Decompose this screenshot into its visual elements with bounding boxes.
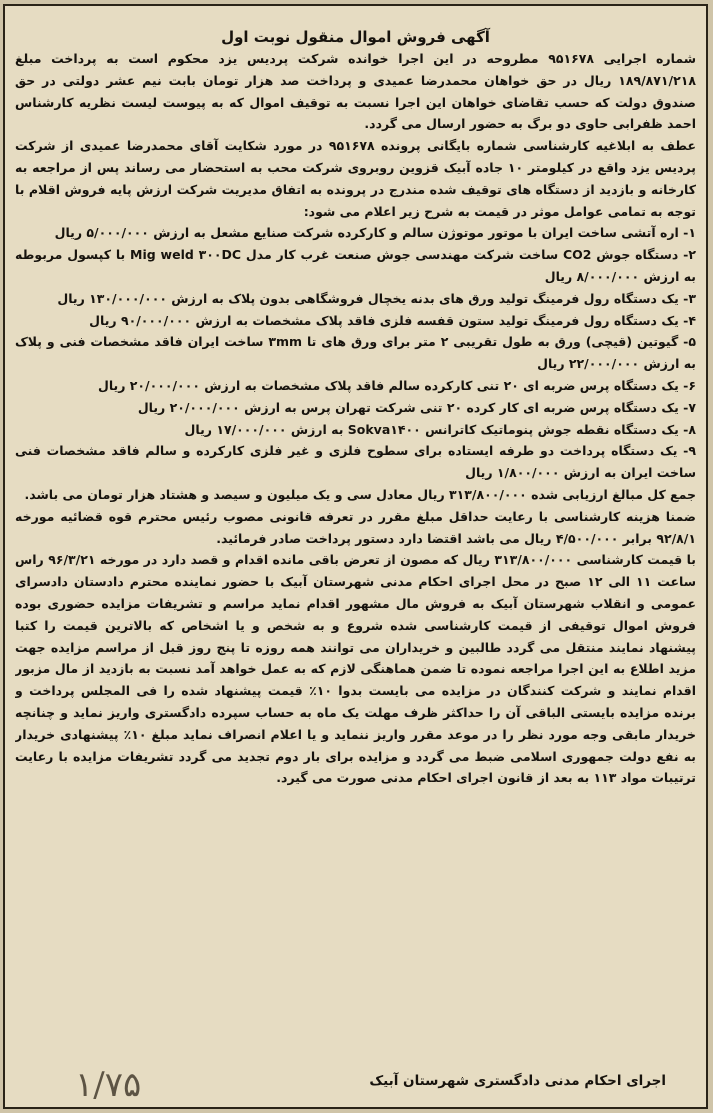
notice-signature: اجرای احکام مدنی دادگستری شهرستان آبیک [369, 1073, 666, 1089]
list-item: ۸- یک دستگاه نقطه جوش پنوماتیک کاترانس Sokva۱۴۰۰ به ارزش ۱۷/۰۰۰/۰۰۰ ریال [184, 421, 696, 437]
paragraph-auction-terms: با قیمت کارشناسی ۳۱۳/۸۰۰/۰۰۰ ریال که مصون از تعرض باقی مانده اقدام و قصد دارد در مورخه ۹۶/۳/۲۱ راس ساعت ۱۱ الی ۱۲ صبح در محل اجرای احکام مدنی شهرستان آبیک با حضور نماینده محترم دادستان دادسرای عمومی و انقلاب شهرستان آبیک به فروش مال مشهور اقدام نماید مراسم و تشریفات مزایده حضوری بوده فروش اموال توقیفی از قیمت کارشناسی شده شروع و به شخص و یا اشخاص که بالاترین قیمت را کتبا پیشنهاد نمایند منتقل می گردد طالبین و خریداران می توانند همه روزه تا پنج روز قبل از مراسم مزایده جهت مزید اطلاع به این اجرا مراجعه نموده تا ضمن هماهنگی لازم که به عمل خواهد آمد نسبت به بازدید از مال مزبور اقدام نمایند و شرکت کنندگان در مزایده می بایست بدوا ۱۰٪ قیمت پیشنهاد شده را فی المجلس پرداخت و برنده مزایده بایستی الباقی آن را حداکثر ظرف مهلت یک ماه به حساب سپرده دادگستری واریز نماید و چنانچه خریدار مابقی وجه مورد نظر را در موعد مقرر واریز ننماید و یا اعلام انصراف نماید مبلغ ۱۰٪ پیشنهادی خریدار به نفع دولت جمهوری اسلامی ضبط می گردد و مزایده برای بار دوم تجدید می گردد تشریفات مزایده با رعایت ترتیبات مواد ۱۱۳ به بعد از قانون اجرای احکام مدنی صورت می گیرد. [15, 552, 696, 786]
paragraph-total: جمع کل مبالغ ارزیابی شده ۳۱۳/۸۰۰/۰۰۰ ریال معادل سی و یک میلیون و سیصد و هشتاد هزار تومان می باشد. [24, 486, 696, 502]
list-item: ۲- دستگاه جوش CO2 ساخت شرکت مهندسی جوش صنعت غرب کار مدل Mig weld ۳۰۰DC با کپسول مربوطه به ارزش ۸/۰۰۰/۰۰۰ ریال [15, 247, 696, 284]
item-list [15, 222, 696, 484]
list-item: ۱- اره آتشی ساخت ایران با موتور موتوژن سالم و کارکرده شرکت صنایع مشعل به ارزش ۵/۰۰۰/۰۰۰ ریال [54, 225, 696, 241]
list-item: ۷- یک دستگاه پرس ضربه ای کار کرده ۲۰ تنی شرکت تهران پرس به ارزش ۲۰/۰۰۰/۰۰۰ ریال [137, 399, 696, 415]
notice-body [15, 26, 696, 1067]
list-item: ۶- یک دستگاه پرس ضربه ای ۲۰ تنی کارکرده سالم فاقد پلاک مشخصات به ارزش ۲۰/۰۰۰/۰۰۰ ریال [98, 377, 696, 393]
paragraph-expert-report: عطف به ابلاغیه کارشناسی شماره بایگانی پرونده ۹۵۱۶۷۸ در مورد شکایت آقای محمدرضا عمیدی از شرکت پردیس یزد واقع در کیلومتر ۱۰ جاده آبیک قزوین روبروی شرکت محب به استحضار می رساند پس از مراجعه به کارخانه و بازدید از دستگاه های توقیف شده مندرج در پرونده به اتفاق مدیریت شرکت ارزش پایه فروش اقلام با توجه به تمامی عوامل موثر در قیمت به شرح زیر اعلام می شود: [15, 138, 696, 219]
handwritten-number: ۱/۷۵ [75, 1065, 142, 1105]
list-item: ۹- یک دستگاه پرداخت دو طرفه ایستاده برای سطوح فلزی و غیر فلزی کارکرده و سالم فاقد مشخصات فنی ساخت ایران به ارزش ۱/۸۰۰/۰۰۰ ریال [15, 443, 696, 481]
paragraph-expert-fee: ضمنا هزینه کارشناسی با رعایت حداقل مبلغ مقرر در تعرفه قانونی مصوب رئیس محترم قوه قضائیه مورخه ۹۲/۸/۱ برابر ۴/۵۰۰/۰۰۰ ریال می باشد اقتضا دارد دستور پرداخت صادر فرمائید. [15, 508, 696, 546]
newspaper-notice [3, 4, 708, 1109]
notice-title: آگهی فروش اموال منقول نوبت اول [221, 28, 490, 46]
list-item: ۴- یک دستگاه رول فرمینگ تولید ستون قفسه فلزی فاقد پلاک مشخصات به ارزش ۹۰/۰۰۰/۰۰۰ ریال [89, 312, 696, 328]
list-item: ۵- گیوتین (قیچی) ورق به طول تقریبی ۲ متر برای ورق های تا ۳mm ساخت ایران فاقد مشخصات فنی و پلاک به ارزش ۲۲/۰۰۰/۰۰۰ ریال [15, 334, 696, 372]
list-item: ۳- یک دستگاه رول فرمینگ تولید ورق های بدنه یخچال فروشگاهی بدون پلاک به ارزش ۱۳۰/۰۰۰/۰۰۰ ریال [57, 290, 696, 306]
paragraph-case-summary: شماره اجرایی ۹۵۱۶۷۸ مطروحه در این اجرا خوانده شرکت پردیس یزد محکوم است به پرداخت مبلغ ۱۸۹/۸۷۱/۲۱۸ ریال در حق خواهان محمدرضا عمیدی و پرداخت صد هزار تومان بابت نیم عشر دولتی در حق صندوق دولت که حسب تقاضای خواهان این اجرا نسبت به توقیف اموال که به پیوست لیست نظریه کارشناس احمد ظفرابی حاوی دو برگ به حضور ارسال می گردد. [15, 51, 696, 132]
